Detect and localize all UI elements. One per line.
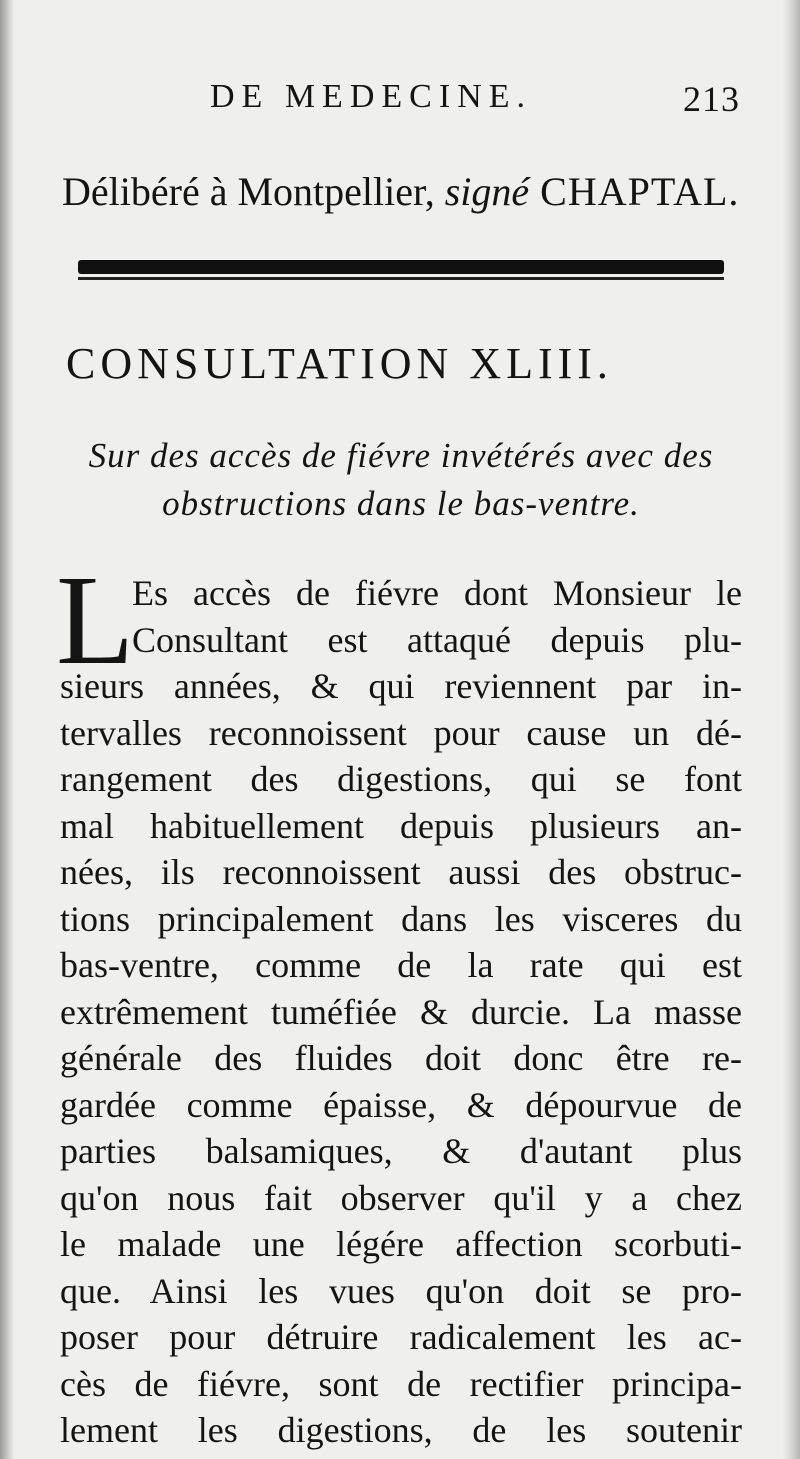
body-line: que. Ainsi les vues qu'on doit se pro- bbox=[60, 1270, 742, 1311]
body-line: parties balsamiques, & d'autant plus bbox=[60, 1131, 742, 1171]
signature-signe: signé bbox=[444, 169, 530, 214]
body-line: lement les digestions, de les soutenir bbox=[60, 1410, 742, 1450]
body-line: Consultant est attaqué depuis plu- bbox=[132, 619, 742, 660]
running-head bbox=[200, 78, 740, 128]
section-rule bbox=[78, 260, 724, 274]
page-edge-shadow-left bbox=[0, 0, 14, 1459]
page-number: 213 bbox=[683, 79, 740, 119]
subtitle-line: Sur des accès de fiévre invétérés avec des bbox=[88, 436, 714, 475]
subtitle-line: obstructions dans le bas-ventre. bbox=[162, 484, 640, 523]
body-line: mal habituellement depuis plusieurs an- bbox=[60, 805, 742, 846]
page-edge-shadow-right bbox=[782, 0, 800, 1459]
body-line: Es accès de fiévre dont Monsieur le bbox=[132, 573, 742, 613]
body-line: le malade une légére affection scorbuti- bbox=[60, 1224, 742, 1264]
consultation-heading: CONSULTATION XLIII. bbox=[66, 339, 613, 388]
body-line: sieurs années, & qui reviennent par in- bbox=[60, 666, 742, 706]
body-line: gardée comme épaisse, & dépourvue de bbox=[60, 1084, 742, 1125]
signature-prefix: Délibéré à Montpellier, bbox=[62, 169, 445, 214]
body-line: rangement des digestions, qui se font bbox=[60, 759, 742, 799]
section-rule-thin bbox=[78, 277, 724, 280]
body-line: cès de fiévre, sont de rectifier principa- bbox=[60, 1363, 742, 1404]
body-line: bas-ventre, comme de la rate qui est bbox=[60, 945, 742, 985]
body-line: nées, ils reconnoissent aussi des obstruc- bbox=[60, 852, 742, 892]
body-line: extrêmement tuméfiée & durcie. La masse bbox=[60, 991, 742, 1032]
signature-name: CHAPTAL. bbox=[529, 169, 740, 214]
running-title: DE MEDECINE. bbox=[210, 78, 532, 115]
body-line: générale des fluides doit donc être re- bbox=[60, 1038, 742, 1078]
body-line: tervalles reconnoissent pour cause un dé- bbox=[60, 712, 742, 753]
consultation-subtitle bbox=[56, 432, 746, 528]
drop-cap: L bbox=[56, 549, 135, 691]
body-line: tions principalement dans les visceres du bbox=[60, 898, 742, 939]
body-line: poser pour détruire radicalement les ac- bbox=[60, 1317, 742, 1357]
body-text bbox=[60, 570, 742, 1454]
signature-line bbox=[62, 168, 742, 215]
body-line: qu'on nous fait observer qu'il y a chez bbox=[60, 1177, 742, 1218]
